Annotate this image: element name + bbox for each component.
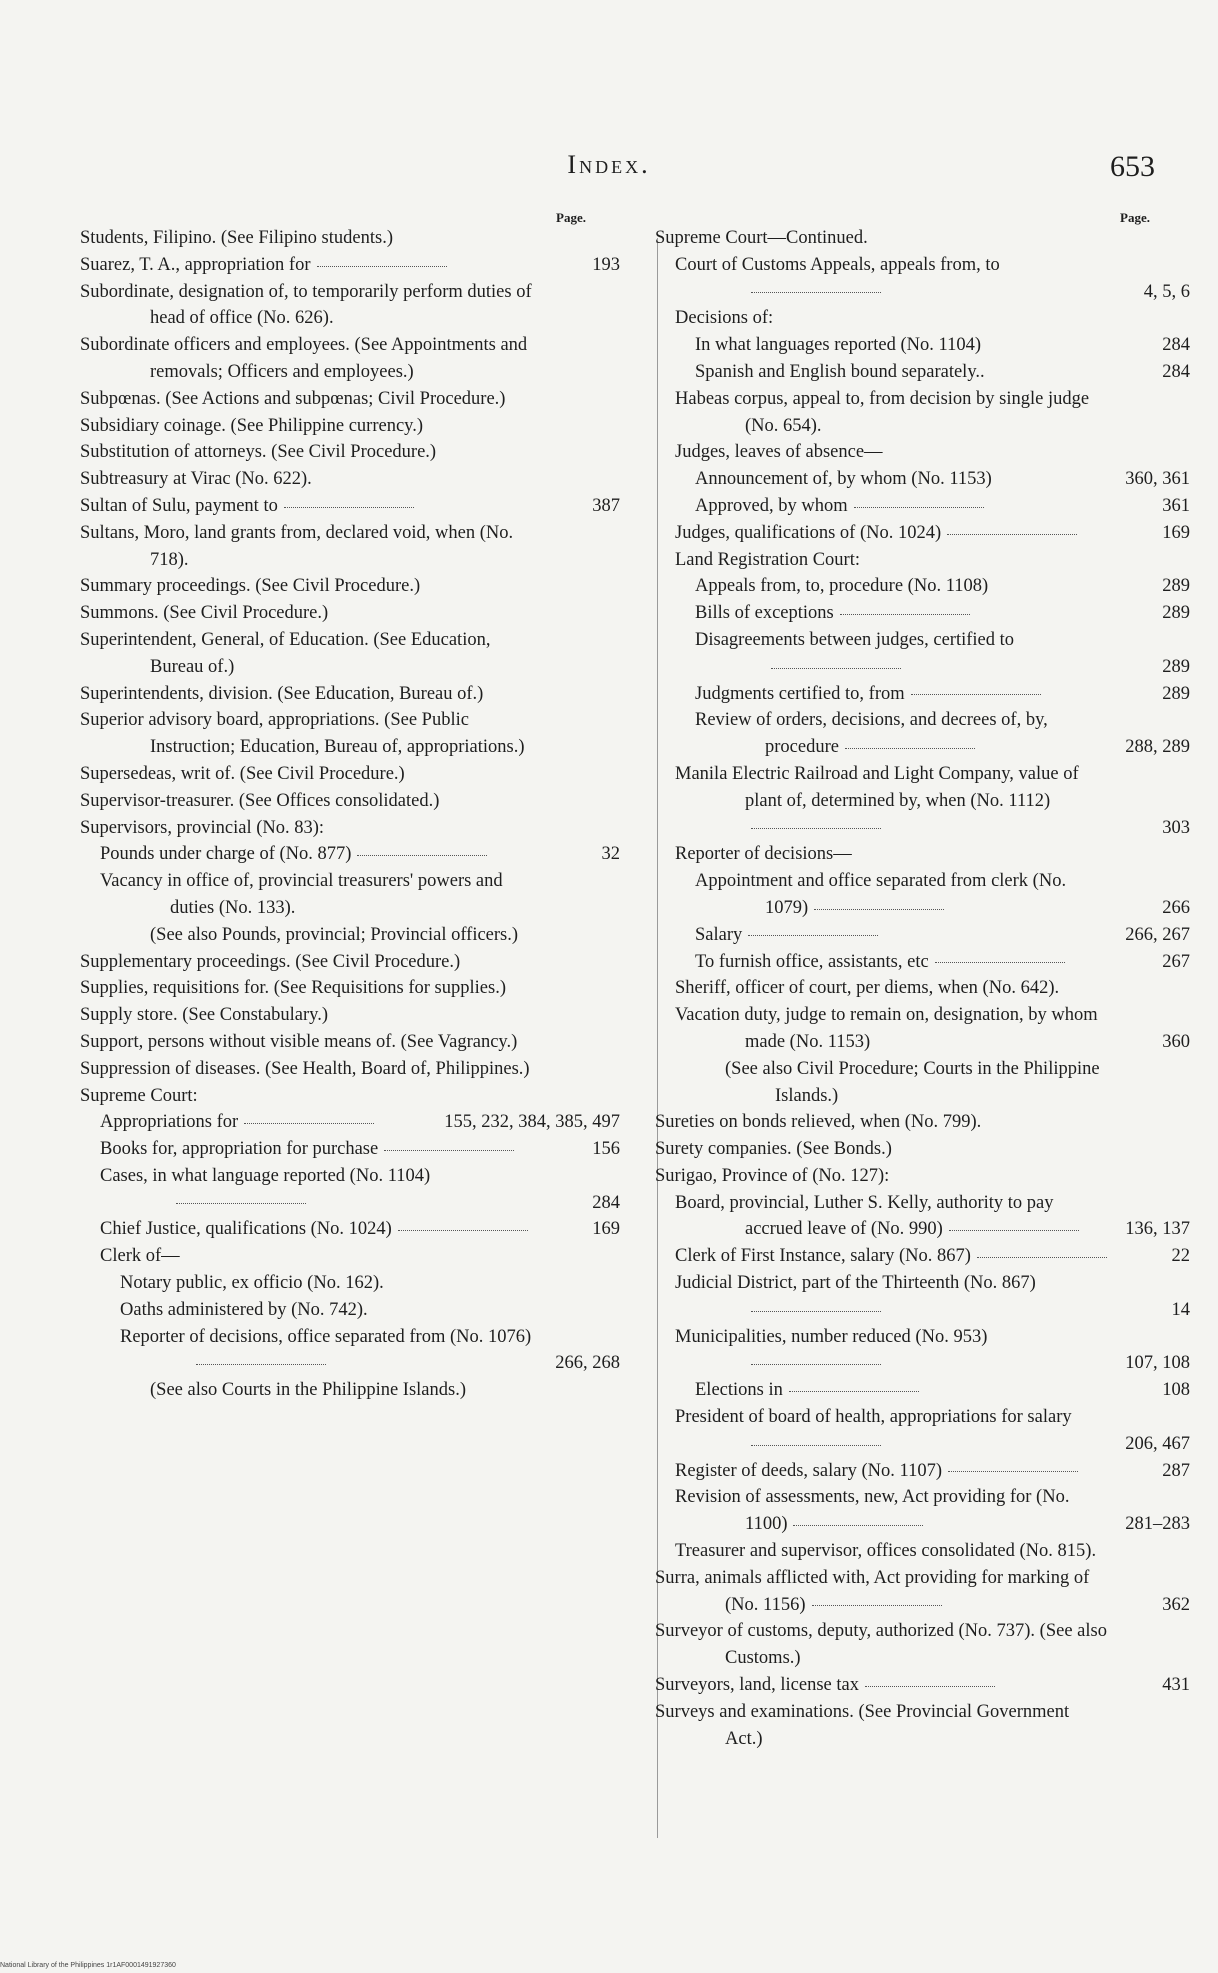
- leader-dots: [949, 1229, 1079, 1231]
- entry-text: Municipalities, number reduced (No. 953): [675, 1326, 988, 1347]
- entry-text: Appropriations for: [100, 1112, 239, 1133]
- entry-text: Supervisor-treasurer. (See Offices consolidated.): [80, 790, 440, 811]
- leader-dots: [947, 533, 1077, 535]
- leader-dots: [854, 506, 984, 508]
- entry-text: Register of deeds, salary (No. 1107): [675, 1460, 942, 1481]
- index-entry: [80, 841, 620, 868]
- index-entry: [655, 627, 1190, 681]
- index-entry: [655, 1565, 1190, 1619]
- entry-pages: 22: [1171, 1246, 1190, 1267]
- entry-pages: 387: [592, 495, 620, 516]
- index-entry: [80, 386, 620, 413]
- entry-text: Judges, qualifications of (No. 1024): [675, 522, 942, 543]
- entry-pages: 267: [1162, 951, 1190, 972]
- index-entry: [80, 949, 620, 976]
- entry-text: Bills of exceptions: [695, 603, 834, 624]
- index-entry: [655, 841, 1190, 868]
- leader-dots: [751, 827, 881, 829]
- entry-text: Subordinate officers and employees. (See Appointments and removals; Officers and employees.): [80, 335, 528, 382]
- entry-text: Judges, leaves of absence—: [675, 442, 883, 463]
- entry-text: (See also Courts in the Philippine Islands.): [150, 1380, 467, 1401]
- leader-dots: [748, 934, 878, 936]
- right-column: [655, 225, 1190, 1752]
- entry-pages: 266, 268: [555, 1353, 620, 1374]
- entry-text: Supplementary proceedings. (See Civil Procedure.): [80, 951, 461, 972]
- entry-text: Books for, appropriation for purchase: [100, 1139, 379, 1160]
- entry-pages: 32: [601, 844, 620, 865]
- index-entry: [655, 520, 1190, 547]
- leader-dots: [751, 1444, 881, 1446]
- leader-dots: [244, 1122, 374, 1124]
- entry-pages: 169: [1162, 522, 1190, 543]
- leader-dots: [935, 961, 1065, 963]
- index-entry: [80, 1002, 620, 1029]
- index-entry: [655, 868, 1190, 922]
- entry-text: (See also Civil Procedure; Courts in the Philippine Islands.): [725, 1058, 1100, 1106]
- entry-text: Supply store. (See Constabulary.): [80, 1005, 328, 1026]
- index-entry: [80, 1243, 620, 1270]
- entry-text: Chief Justice, qualifications (No. 1024): [100, 1219, 392, 1240]
- entry-text: To furnish office, assistants, etc: [695, 951, 929, 972]
- index-entry: [80, 225, 620, 252]
- index-entry: [655, 1109, 1190, 1136]
- entry-pages: 193: [592, 254, 620, 275]
- entry-pages: 206, 467: [1125, 1433, 1190, 1454]
- index-entry: [655, 252, 1190, 306]
- entry-text: Subsidiary coinage. (See Philippine currency.): [80, 415, 424, 436]
- entry-text: Sultan of Sulu, payment to: [80, 495, 278, 516]
- leader-dots: [814, 908, 944, 910]
- entry-pages: 284: [1162, 335, 1190, 356]
- entry-pages: 284: [1162, 361, 1190, 382]
- index-entry: [655, 600, 1190, 627]
- index-entry: [655, 1002, 1190, 1056]
- entry-text: Revision of assessments, new, Act providing for (No. 1100): [675, 1487, 1070, 1535]
- index-entry: [655, 1538, 1190, 1565]
- index-entry: [655, 359, 1190, 386]
- entry-text: Vacation duty, judge to remain on, designation, by whom made (No. 1153): [675, 1005, 1098, 1052]
- index-entry: [80, 868, 620, 922]
- entry-text: Appointment and office separated from clerk (No. 1079): [695, 871, 1067, 918]
- entry-text: Decisions of:: [675, 308, 774, 329]
- entry-text: Surra, animals afflicted with, Act providing for marking of (No. 1156): [655, 1567, 1090, 1615]
- entry-text: Superintendents, division. (See Education, Bureau of.): [80, 683, 484, 704]
- left-column: [80, 225, 620, 1404]
- entry-text: Manila Electric Railroad and Light Company, value of plant of, determined by, when (No. 1112): [675, 763, 1079, 811]
- entry-text: Subtreasury at Virac (No. 622).: [80, 469, 312, 490]
- entry-text: Elections in: [695, 1380, 783, 1401]
- index-entry: [80, 1029, 620, 1056]
- entry-pages: 14: [1171, 1299, 1190, 1320]
- index-entry: [80, 279, 620, 333]
- index-entry: [655, 573, 1190, 600]
- entry-text: Subordinate, designation of, to temporarily perform duties of head of office (No. 626).: [80, 281, 532, 329]
- index-entry: [80, 1377, 620, 1404]
- leader-dots: [911, 693, 1041, 695]
- index-entry: [80, 1056, 620, 1083]
- entry-text: Suppression of diseases. (See Health, Board of, Philippines.): [80, 1058, 530, 1079]
- index-entry: [655, 975, 1190, 1002]
- index-entry: [655, 305, 1190, 332]
- column-head-right: Page.: [1120, 210, 1150, 225]
- index-entry: [655, 1458, 1190, 1485]
- index-entry: [655, 1484, 1190, 1538]
- index-entry: [80, 707, 620, 761]
- page-number: 653: [1110, 150, 1155, 183]
- entry-text: Sureties on bonds relieved, when (No. 799).: [655, 1112, 982, 1133]
- entry-text: (See also Pounds, provincial; Provincial officers.): [150, 924, 519, 945]
- index-entry: [80, 815, 620, 842]
- entry-text: Supersedeas, writ of. (See Civil Procedure.): [80, 763, 405, 784]
- entry-text: Notary public, ex officio (No. 162).: [120, 1273, 384, 1294]
- index-entry: [655, 439, 1190, 466]
- index-entry: [80, 252, 620, 279]
- entry-text: Cases, in what language reported (No. 1104): [100, 1165, 431, 1186]
- entry-pages: 289: [1162, 576, 1190, 597]
- column-head-left: Page.: [556, 210, 586, 225]
- index-entry: [655, 1672, 1190, 1699]
- index-entry: [655, 1056, 1190, 1110]
- index-entry: [80, 761, 620, 788]
- index-entry: [655, 922, 1190, 949]
- index-entry: [655, 1699, 1190, 1753]
- index-entry: [655, 493, 1190, 520]
- entry-pages: 289: [1162, 683, 1190, 704]
- entry-pages: 281–283: [1125, 1514, 1190, 1535]
- entry-text: Surety companies. (See Bonds.): [655, 1139, 892, 1160]
- index-entry: [655, 466, 1190, 493]
- index-entry: [80, 627, 620, 681]
- leader-dots: [771, 667, 901, 669]
- index-entry: [80, 788, 620, 815]
- entry-text: Clerk of First Instance, salary (No. 867): [675, 1246, 971, 1267]
- entry-pages: 289: [1162, 603, 1190, 624]
- leader-dots: [865, 1685, 995, 1687]
- entry-text: Supervisors, provincial (No. 83):: [80, 817, 325, 838]
- scan-credit: National Library of the Philippines 1r1AF0001491927360: [0, 1962, 176, 1969]
- entry-text: Appeals from, to, procedure (No. 1108): [695, 576, 989, 597]
- leader-dots: [793, 1524, 923, 1526]
- entry-text: Pounds under charge of (No. 877): [100, 844, 352, 865]
- entry-text: Oaths administered by (No. 742).: [120, 1299, 368, 1320]
- index-entry: [80, 600, 620, 627]
- index-entry: [655, 1404, 1190, 1458]
- index-entry: [80, 1216, 620, 1243]
- entry-pages: 361: [1162, 495, 1190, 516]
- leader-dots: [317, 265, 447, 267]
- index-entry: [80, 1163, 620, 1217]
- index-entry: [655, 332, 1190, 359]
- entry-text: Summary proceedings. (See Civil Procedure.): [80, 576, 421, 597]
- index-entry: [655, 1243, 1190, 1270]
- entry-pages: 136, 137: [1125, 1219, 1190, 1240]
- entry-text: President of board of health, appropriations for salary: [675, 1407, 1072, 1428]
- entry-text: Surveyor of customs, deputy, authorized (No. 737). (See also Customs.): [655, 1621, 1107, 1669]
- entry-text: Subpœnas. (See Actions and subpœnas; Civil Procedure.): [80, 388, 506, 409]
- index-entry: [80, 493, 620, 520]
- entry-text: Summons. (See Civil Procedure.): [80, 603, 329, 624]
- leader-dots: [977, 1256, 1107, 1258]
- running-title: Index.: [567, 150, 651, 179]
- index-entry: [80, 1270, 620, 1297]
- entry-text: Disagreements between judges, certified to: [695, 629, 1015, 650]
- index-entry: [655, 707, 1190, 761]
- entry-text: Supplies, requisitions for. (See Requisitions for supplies.): [80, 978, 506, 999]
- index-entry: [80, 573, 620, 600]
- index-entry: [655, 1163, 1190, 1190]
- index-entry: [655, 1190, 1190, 1244]
- leader-dots: [176, 1202, 306, 1204]
- entry-text: Superintendent, General, of Education. (See Education, Bureau of.): [80, 629, 491, 677]
- entry-text: Surveys and examinations. (See Provincial Government Act.): [655, 1701, 1070, 1749]
- entry-text: Substitution of attorneys. (See Civil Procedure.): [80, 442, 437, 463]
- entry-text: Court of Customs Appeals, appeals from, to: [675, 254, 1000, 275]
- leader-dots: [948, 1470, 1078, 1472]
- entry-text: Review of orders, decisions, and decrees of, by, procedure: [695, 710, 1048, 758]
- entry-text: Suarez, T. A., appropriation for: [80, 254, 311, 275]
- index-entry: [80, 1297, 620, 1324]
- index-entry: [80, 520, 620, 574]
- entry-text: Surigao, Province of (No. 127):: [655, 1165, 890, 1186]
- index-entry: [655, 386, 1190, 440]
- entry-text: Treasurer and supervisor, offices consolidated (No. 815).: [675, 1541, 1097, 1562]
- entry-text: Supreme Court:: [80, 1085, 198, 1106]
- index-entry: [655, 1618, 1190, 1672]
- entry-text: Board, provincial, Luther S. Kelly, authority to pay accrued leave of (No. 990): [675, 1192, 1054, 1240]
- entry-pages: 431: [1162, 1675, 1190, 1696]
- leader-dots: [751, 1310, 881, 1312]
- index-entry: [80, 1136, 620, 1163]
- index-entry: [80, 332, 620, 386]
- entry-pages: 266: [1162, 897, 1190, 918]
- entry-text: Land Registration Court:: [675, 549, 860, 570]
- entry-text: Habeas corpus, appeal to, from decision by single judge (No. 654).: [675, 388, 1090, 436]
- entry-pages: 284: [592, 1192, 620, 1213]
- index-entry: [80, 413, 620, 440]
- entry-pages: 155, 232, 384, 385, 497: [444, 1112, 620, 1133]
- leader-dots: [840, 613, 970, 615]
- entry-pages: 266, 267: [1125, 924, 1190, 945]
- index-entry: [80, 681, 620, 708]
- entry-text: Sheriff, officer of court, per diems, when (No. 642).: [675, 978, 1060, 999]
- entry-text: Announcement of, by whom (No. 1153): [695, 469, 992, 490]
- index-entry: [80, 466, 620, 493]
- entry-pages: 289: [1162, 656, 1190, 677]
- index-entry: [80, 439, 620, 466]
- entry-text: Judicial District, part of the Thirteenth (No. 867): [675, 1273, 1036, 1294]
- leader-dots: [196, 1363, 326, 1365]
- index-entry: [655, 547, 1190, 574]
- index-entry: [655, 1324, 1190, 1378]
- leader-dots: [789, 1390, 919, 1392]
- entry-pages: 156: [592, 1139, 620, 1160]
- entry-text: Sultans, Moro, land grants from, declared void, when (No. 718).: [80, 522, 514, 570]
- index-entry: [80, 1109, 620, 1136]
- index-entry: [80, 975, 620, 1002]
- entry-pages: 360: [1162, 1031, 1190, 1052]
- index-entry: [655, 1136, 1190, 1163]
- index-entry: [655, 225, 1190, 252]
- index-entry: [655, 761, 1190, 841]
- entry-pages: 287: [1162, 1460, 1190, 1481]
- entry-text: Judgments certified to, from: [695, 683, 905, 704]
- entry-text: Supreme Court—Continued.: [655, 228, 868, 248]
- entry-pages: 362: [1162, 1594, 1190, 1615]
- entry-text: Superior advisory board, appropriations. (See Public Instruction; Education, Bureau of, appropriations.): [80, 710, 525, 758]
- entry-pages: 4, 5, 6: [1143, 281, 1190, 302]
- entry-text: Surveyors, land, license tax: [655, 1675, 859, 1696]
- leader-dots: [812, 1604, 942, 1606]
- leader-dots: [357, 854, 487, 856]
- entry-text: Students, Filipino. (See Filipino students.): [80, 228, 393, 248]
- leader-dots: [398, 1229, 528, 1231]
- index-entry: [655, 1377, 1190, 1404]
- entry-text: Salary: [695, 924, 743, 945]
- leader-dots: [845, 747, 975, 749]
- index-entry: [655, 949, 1190, 976]
- entry-text: Clerk of—: [100, 1246, 180, 1267]
- entry-pages: 288, 289: [1125, 737, 1190, 758]
- leader-dots: [751, 291, 881, 293]
- entry-pages: 360, 361: [1125, 469, 1190, 490]
- entry-text: Reporter of decisions, office separated from (No. 1076): [120, 1326, 532, 1347]
- entry-pages: 169: [592, 1219, 620, 1240]
- leader-dots: [751, 1363, 881, 1365]
- entry-text: Support, persons without visible means of. (See Vagrancy.): [80, 1031, 518, 1052]
- entry-text: Vacancy in office of, provincial treasurers' powers and duties (No. 133).: [100, 871, 503, 918]
- leader-dots: [284, 506, 414, 508]
- index-entry: [655, 681, 1190, 708]
- entry-text: Spanish and English bound separately..: [695, 361, 985, 382]
- entry-text: Approved, by whom: [695, 495, 848, 516]
- index-entry: [655, 1270, 1190, 1324]
- entry-pages: 108: [1162, 1380, 1190, 1401]
- entry-text: In what languages reported (No. 1104): [695, 335, 981, 356]
- index-entry: [80, 922, 620, 949]
- entry-text: Reporter of decisions—: [675, 844, 852, 865]
- index-entry: [80, 1083, 620, 1110]
- entry-pages: 303: [1162, 817, 1190, 838]
- entry-pages: 107, 108: [1125, 1353, 1190, 1374]
- leader-dots: [384, 1149, 514, 1151]
- index-entry: [80, 1324, 620, 1378]
